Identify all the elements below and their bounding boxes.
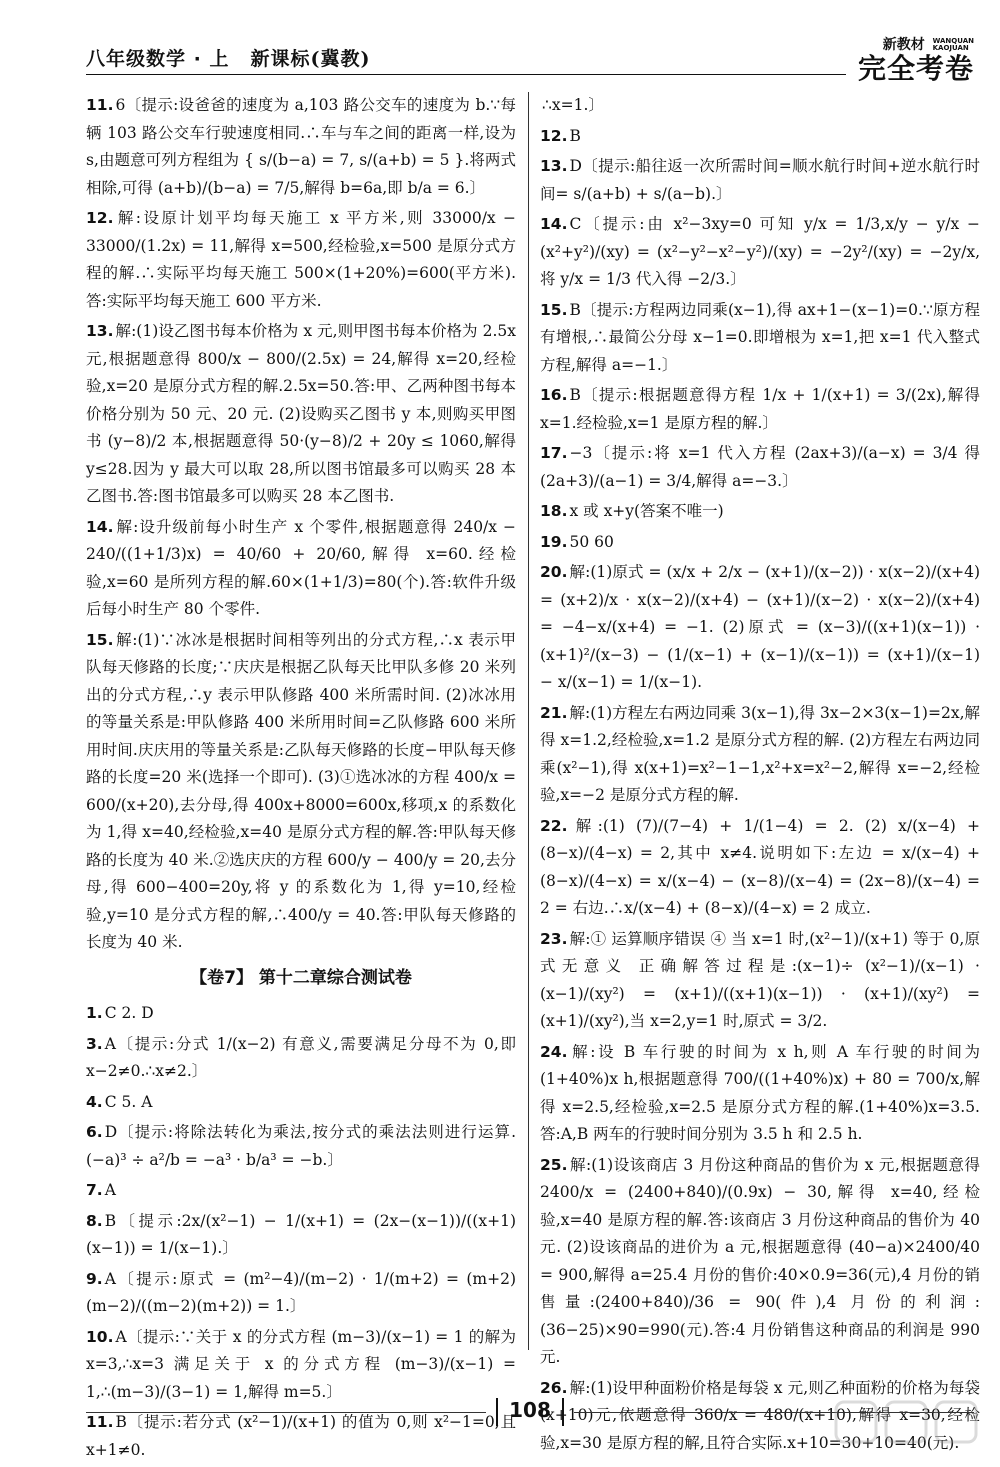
answer-text: 解:设升级前每小时生产 x 个零件,根据题意得 240/x − 240/((1+1/3)x) = 40/60 + 20/60,解得 x=60.经检验,x=60 是所列方程的解.60×(1+1/3)=80(个).答:软件升级后每小时生产 80 个零件. [86, 517, 516, 618]
answer-text: 解:(1)方程左右两边同乘 3(x−1),得 3x−2×3(x−1)=2x,解得 x=1.2,经检验,x=1.2 是原分式方程的解. (2)方程左右两边同乘(x²−1),得 x(x+1)=x²−1−1,x²+x=x²−2,解得 x=−2,经检验,x=−2 是原分式方程的解. [540, 703, 980, 804]
answer-number: 9. [86, 1269, 103, 1288]
answer-text: B〔提示:根据题意得方程 1/x + 1/(x+1) = 3/(2x),解得 x=1.经检验,x=1 是原方程的解.〕 [540, 386, 980, 432]
answer-text: 解:(1)设乙图书每本价格为 x 元,则甲图书每本价格为 2.5x 元,根据题意得 800/x − 800/(2.5x) = 24,解得 x=20,经检验,x=20 是原分式方程的解.2.5x=50.答:甲、乙两种图书每本价格分别为 50 元、20 元. (2)设购买乙图书 y 本,则购买甲图书 (y−8)/2 本,根据题意得 50·(y−8)/2 + 20y ≤ 1060,解得 y≤28.因为 y 最大可以取 28,所以图书馆最多可以购买 28 本乙图书.答:图书馆最多可以购买 28 本乙图书. [86, 322, 516, 505]
answer-number: 22. [540, 816, 568, 835]
answer-number: 18. [540, 502, 568, 520]
answer-number: 12. [86, 209, 114, 227]
answer-text: 解:① 运算顺序错误 ④ 当 x=1 时,(x²−1)/(x+1) 等于 0,原式无意义 正确解答过程是:(x−1)÷ (x²−1)/(x−1) · (x−1)/(xy²) = (x+1)/((x+1)(x−1)) · (x+1)/(xy²) = (x+1)/(xy²),当 x=2,y=1 时,原式 = 3/2. [540, 929, 980, 1030]
brand-pinyin-2: KAOJUAN [932, 44, 969, 52]
answer-text: B〔提示:2x/(x²−1) − 1/(x+1) = (2x−(x−1))/((x+1)(x−1)) = 1/(x−1).〕 [86, 1211, 516, 1257]
right-column [540, 92, 980, 1460]
answer-text: 6〔提示:设爸爸的速度为 a,103 路公交车的速度为 b.∵每辆 103 路公交车行驶速度相同.∴车与车之间的距离一样,设为 s,由题意可列方程组为 { s/(b−a) = 7, s/(a+b) = 5 }.将两式相除,可得 (a+b)/(b−a) = 7/5,解得 b=6a,即 b/a = 6.〕 [86, 96, 516, 197]
answer-number: 10. [86, 1327, 114, 1346]
answer-text: ∴x=1.〕 [542, 96, 604, 114]
answer-number: 13. [540, 157, 568, 175]
answer-item [86, 92, 516, 202]
brand-pinyin-1: WANQUAN [932, 37, 974, 45]
answer-number: 24. [540, 1042, 568, 1061]
answer-number: 13. [86, 322, 114, 340]
section-title: 【卷7】 第十二章综合测试卷 [190, 967, 412, 988]
left-column [86, 92, 516, 1467]
answer-text: −3〔提示:将 x=1 代入方程 (2ax+3)/(a−x) = 3/4 得 (2a+3)/(a−1) = 3/4,解得 a=−3.〕 [540, 444, 980, 490]
answer-text: 解:设 B 车行驶的时间为 x h,则 A 车行驶的时间为 (1+40%)x h,根据题意得 700/((1+40%)x) + 80 = 700/x,解得 x=2.5,经检验,x=2.5 是原分式方程的解.(1+40%)x=3.5.答:A,B 两车的行驶时间分别为 3.5 h 和 2.5 h. [540, 1042, 980, 1143]
answer-number: 3. [86, 1034, 103, 1053]
answer-text: 解:设原计划平均每天施工 x 平方米,则 33000/x − 33000/(1.2x) = 11,解得 x=500,经检验,x=500 是原分式方程的解.∴实际平均每天施工 500×(1+20%)=600(平方米).答:实际平均每天施工 600 平方米. [86, 209, 516, 310]
answer-number: 8. [86, 1211, 103, 1230]
answer-item [540, 440, 980, 495]
answer-item [540, 926, 980, 1036]
answer-item [86, 627, 516, 957]
answer-item [540, 382, 980, 437]
answer-number: 17. [540, 444, 568, 462]
answer-number: 1. [86, 1004, 103, 1022]
answer-text: D〔提示:将除法转化为乘法,按分式的乘法法则进行运算.(−a)³ ÷ a²/b = −a³ · b/a³ = −b.〕 [86, 1123, 516, 1169]
answer-text: 解:(1)设甲种面粉价格是每袋 x 元,则乙种面粉的价格为每袋(x+10)元,依题意得 360/x = 480/(x+10),解得 x=30,经检验,x=30 是原方程的解,且符合实际.x+10=30+10=40(元). [540, 1378, 980, 1452]
answer-text: 解:(1)∵冰冰是根据时间相等列出的分式方程,∴x 表示甲队每天修路的长度;∵庆庆是根据乙队每天比甲队多修 20 米列出的分式方程,∴y 表示甲队修路 400 米所需时间. (2)冰冰用的等量关系是:甲队修路 400 米所用时间=乙队修路 600 米所用时间.庆庆用的等量关系是:乙队每天修路的长度−甲队每天修路的长度=20 米(选择一个即可). (3)①选冰冰的方程 400/x = 600/(x+20),去分母,得 400x+8000=600x,移项,x 的系数化为 1,得 x=40,经检验,x=40 是原分式方程的解.答:甲队每天修路的长度为 40 米.②选庆庆的方程 600/y − 400/y = 20,去分母,得 600−400=20y,将 y 的系数化为 1,得 y=10,经检验,y=10 是分式方程的解,∴400/y = 40.答:甲队每天修路的长度为 40 米. [86, 630, 516, 951]
answer-item [86, 514, 516, 624]
answer-item [86, 1177, 516, 1205]
answer-item [540, 498, 980, 526]
answer-item [86, 318, 516, 511]
answer-text: A〔提示:原式 = (m²−4)/(m−2) · 1/(m+2) = (m+2)(m−2)/((m−2)(m+2)) = 1.〕 [86, 1269, 516, 1315]
answer-number: 11. [86, 96, 114, 114]
page-number: 108 [509, 1398, 551, 1422]
answer-item [540, 1039, 980, 1149]
answer-number: 23. [540, 929, 568, 948]
answer-item [86, 1031, 516, 1086]
answer-text: 解:(1)设该商店 3 月份这种商品的售价为 x 元,根据题意得 2400/x = (2400+840)/(0.9x) − 30,解得 x=40,经检验,x=40 是原方程的解.答:该商店 3 月份这种商品的售价为 40 元. (2)设该商品的进价为 a 元,根据题意得 (40−a)×2400/40 = 900,解得 a=25.4 月份的售价:40×0.9=36(元),4 月份的销售量:(2400+840)/36 = 90(件),4 月份的利润:(36−25)×90=990(元).答:4 月份销售这种商品的利润是 990 元. [540, 1155, 980, 1366]
answer-text: A [104, 1181, 116, 1199]
answer-number: 16. [540, 386, 568, 404]
answer-text: A〔提示:分式 1/(x−2) 有意义,需要满足分母不为 0,即 x−2≠0.∴x≠2.〕 [86, 1034, 516, 1080]
header-left [86, 44, 370, 71]
answer-text: B [569, 126, 581, 145]
brand-logo [858, 34, 974, 84]
answer-item [540, 559, 980, 697]
answer-text: C〔提示:由 x²−3xy=0 可知 y/x = 1/3,x/y − y/x − (x²+y²)/(xy) = (x²−y²−x²−y²)/(xy) = −2y²/(xy) = −2y/x,将 y/x = 1/3 代入得 −2/3.〕 [540, 215, 980, 288]
answer-item [540, 529, 980, 557]
brand-pinyin [933, 38, 974, 52]
answer-text: 解:(1) (7)/(7−4) + 1/(1−4) = 2. (2) x/(x−4) + (8−x)/(4−x) = 2,其中 x≠4.说明如下:左边 = x/(x−4) + (8−x)/(4−x) = x/(x−4) − (x−8)/(x−4) = (2x−8)/(x−4) = 2 = 右边.∴x/(x−4) + (8−x)/(4−x) = 2 成立. [540, 816, 980, 917]
answer-item [540, 1152, 980, 1372]
footer-bar-right [562, 1398, 564, 1426]
answer-item [540, 297, 980, 380]
answer-number: 21. [540, 703, 568, 722]
answer-number: 19. [540, 532, 568, 551]
answer-text: C 2. D [104, 1004, 154, 1022]
grade-label: 八年级数学 · 上 [86, 48, 230, 70]
answer-number: 4. [86, 1092, 103, 1111]
answer-item [540, 813, 980, 923]
answer-number: 7. [86, 1181, 103, 1199]
footer-line-left [86, 1412, 486, 1413]
watermark-logo [832, 1396, 982, 1452]
answer-text: 解:(1)原式 = (x/x + 2/x − (x+1)/(x−2)) · x(x−2)/(x+4) = (x+2)/x · x(x−2)/(x+4) − (x+1)/(x−2) · x(x−2)/(x+4) = −4−x/(x+4) = −1. (2)原式 = (x−3)/((x+1)(x−1)) · (x+1)²/(x−3) − (1/(x−1) + (x−1)/(x−1)) = (x+1)/(x−1) − x/(x−1) = 1/(x−1). [540, 563, 980, 691]
answer-number: 12. [540, 126, 568, 145]
answer-item [86, 1000, 516, 1028]
page-header [86, 34, 974, 84]
answer-item [540, 153, 980, 208]
answer-text: D〔提示:船往返一次所需时间=顺水航行时间+逆水航行时间= s/(a+b) + s/(a−b).〕 [540, 157, 980, 203]
answer-number: 25. [540, 1155, 568, 1174]
answer-number: 20. [540, 563, 568, 581]
answer-item [86, 1089, 516, 1117]
answer-text: B〔提示:若分式 (x²−1)/(x+1) 的值为 0,则 x²−1=0,且 x+1≠0. [86, 1413, 516, 1459]
answer-item [86, 205, 516, 315]
answer-number: 15. [540, 300, 568, 319]
answer-text: A〔提示:∵关于 x 的分式方程 (m−3)/(x−1) = 1 的解为 x=3,∴x=3 满足关于 x 的分式方程 (m−3)/(x−1) = 1,∴(m−3)/(3−1) = 1,解得 m=5.〕 [86, 1327, 516, 1401]
answer-text: B〔提示:方程两边同乘(x−1),得 ax+1−(x−1)=0.∵原方程有增根,∴最简公分母 x−1=0.即增根为 x=1,把 x=1 代入整式方程,解得 a=−1.〕 [540, 300, 980, 374]
answer-text: C 5. A [104, 1092, 153, 1111]
brand-main: 完全考卷 [857, 52, 974, 85]
answer-item [86, 1208, 516, 1263]
answer-number: 26. [540, 1378, 568, 1397]
standard-label: 新课标(冀教) [250, 48, 371, 70]
answer-number: 14. [540, 215, 568, 233]
answer-item [540, 92, 980, 120]
answer-number: 14. [86, 517, 114, 536]
answer-number: 11. [86, 1413, 114, 1431]
answer-item [86, 1119, 516, 1174]
answer-item [540, 211, 980, 294]
header-rule [86, 74, 846, 75]
brand-small: 新教材 [882, 37, 925, 53]
column-divider [528, 92, 529, 1350]
answer-item [86, 1266, 516, 1321]
answer-item [540, 700, 980, 810]
answer-item [540, 123, 980, 151]
answer-text: 50 60 [569, 532, 614, 551]
answer-number: 6. [86, 1123, 103, 1141]
answer-text: x 或 x+y(答案不唯一) [569, 502, 724, 520]
answer-number: 15. [86, 630, 114, 649]
